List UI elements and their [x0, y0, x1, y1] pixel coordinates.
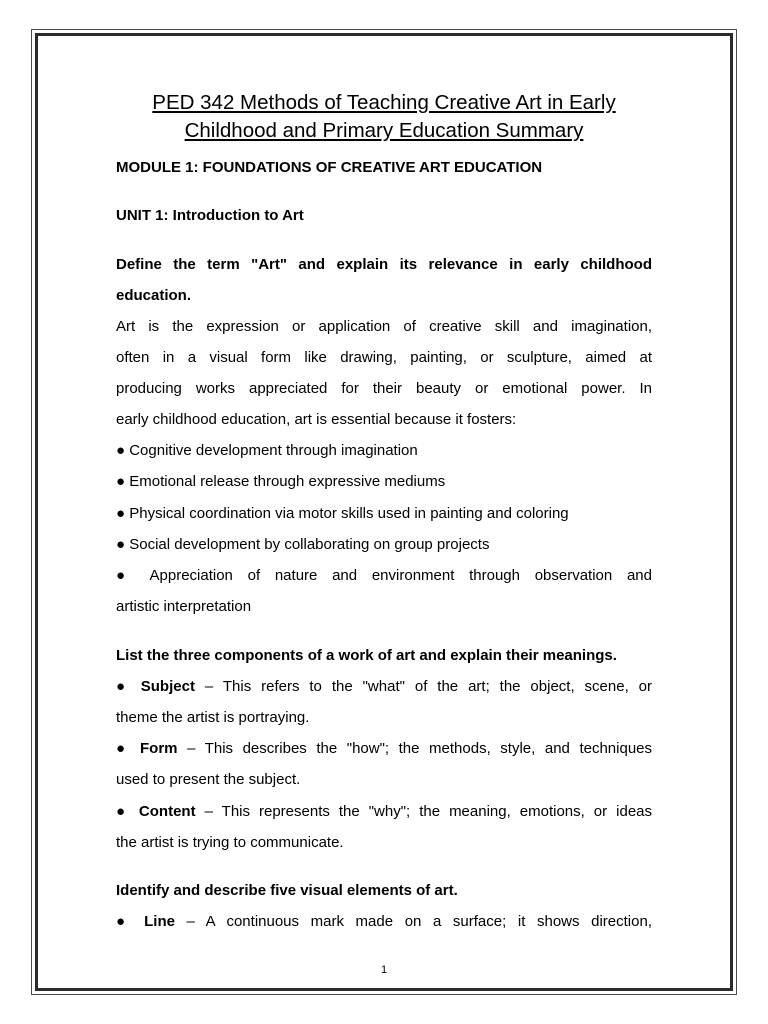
- term-content: Content: [138, 803, 196, 820]
- component-form-line-1: [116, 740, 652, 758]
- list-item: ● Cognitive development through imagination: [116, 442, 418, 459]
- term-subject: Subject: [140, 678, 195, 695]
- component-subject-line-2: theme the artist is portraying.: [116, 709, 310, 726]
- term-form: Form: [140, 740, 178, 757]
- bullet: ●: [116, 913, 133, 930]
- list-item: ● Emotional release through expressive mediums: [116, 473, 446, 490]
- component-subject-line-1: [116, 678, 652, 696]
- document-title: [116, 89, 652, 145]
- definition-content: – This represents the "why"; the meaning, emotions, or ideas: [195, 803, 653, 820]
- definition-subject: – This refers to the "what" of the art; the object, scene, or: [194, 678, 653, 695]
- definition-line: – A continuous mark made on a surface; it shows direction,: [174, 913, 652, 930]
- list-item: ● Social development by collaborating on group projects: [116, 536, 490, 553]
- bullet: ●: [116, 678, 131, 695]
- unit-heading: UNIT 1: Introduction to Art: [116, 207, 304, 224]
- term-line: Line: [144, 913, 175, 930]
- question-3: Identify and describe five visual elements of art.: [116, 882, 458, 899]
- title-line-1: PED 342 Methods of Teaching Creative Art in Early: [152, 91, 616, 114]
- answer-1-line-3: producing works appreciated for their beauty or emotional power. In: [116, 380, 652, 397]
- module-heading: MODULE 1: FOUNDATIONS OF CREATIVE ART EDUCATION: [116, 159, 543, 176]
- definition-form: – This describes the "how"; the methods, style, and techniques: [177, 740, 653, 757]
- element-line-line-1: [116, 913, 652, 931]
- bullet: ●: [116, 803, 130, 820]
- answer-1-line-1: Art is the expression or application of creative skill and imagination,: [116, 318, 652, 335]
- list-item: ● Appreciation of nature and environment through observation and: [116, 567, 652, 584]
- component-content-line-2: the artist is trying to communicate.: [116, 834, 344, 851]
- list-item-continuation: artistic interpretation: [116, 598, 252, 615]
- question-2: List the three components of a work of art and explain their meanings.: [116, 647, 617, 664]
- list-item: ● Physical coordination via motor skills used in painting and coloring: [116, 505, 569, 522]
- answer-1-line-2: often in a visual form like drawing, painting, or sculpture, aimed at: [116, 349, 652, 366]
- question-1-line-2: education.: [116, 287, 192, 304]
- component-content-line-1: [116, 803, 652, 821]
- answer-1-line-4: early childhood education, art is essential because it fosters:: [116, 411, 517, 428]
- question-1-line-1: Define the term "Art" and explain its relevance in early childhood: [116, 256, 652, 273]
- component-form-line-2: used to present the subject.: [116, 771, 301, 788]
- title-line-2: Childhood and Primary Education Summary: [184, 119, 584, 142]
- bullet: ●: [116, 740, 131, 757]
- page-number: 1: [380, 964, 388, 976]
